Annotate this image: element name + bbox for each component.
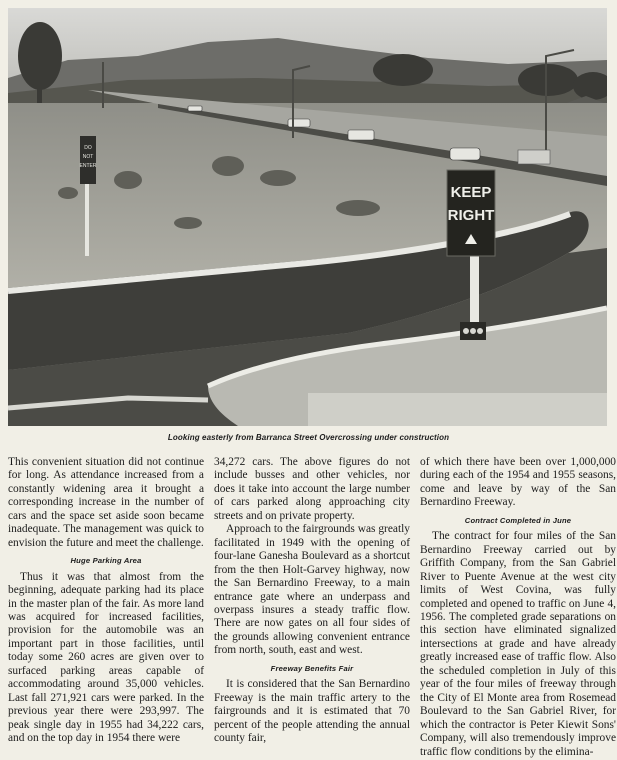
column-2	[214, 456, 410, 746]
sign-text-do: DO	[84, 145, 92, 151]
freeway-scene	[8, 8, 607, 426]
sign-text-not: NOT	[82, 154, 94, 160]
paragraph: 34,272 cars. The above figures do not include busses and other vehicles, nor does it take into account the large number of cars parked along approaching city streets and on private property.	[214, 456, 410, 522]
subheading-freeway-benefits-fair: Freeway Benefits Fair	[270, 663, 354, 673]
paragraph: Thus it was that almost from the beginning, adequate parking had its place in the master plan of the fair. As more land was acquired for increased facilities, provision for the automobile was an important part in those facilities, until today some 260 acres are given over to surfaced parking areas capable of accommodating around 35,000 vehicles. Last fall 271,921 cars were parked. In the previous year there were 293,997. The peak single day in 1955 had 34,222 cars, and on the top day in 1954 there were	[8, 570, 204, 745]
paragraph: of which there have been over 1,000,000 during each of the 1954 and 1955 seasons, come and leave by way of the San Bernardino Freeway.	[420, 456, 616, 509]
photo-caption: Looking easterly from Barranca Street Overcrossing under construction	[167, 433, 450, 442]
sign-text-keep: KEEP	[450, 184, 492, 201]
column-3	[420, 456, 616, 759]
paragraph: Approach to the fairgrounds was greatly facilitated in 1949 with the opening of four-lane Ganesha Boulevard as a shortcut from the then Holt-Garvey highway, now the San Bernardino Freeway, to a main entrance gate where an underpass and overpass insures a steady traffic flow. There are now gates on all four sides of the grounds allowing convenient entrance from north, south, east and west.	[214, 523, 410, 657]
paragraph: This convenient situation did not continue for long. As attendance increased from a constantly widening area it brought a corresponding increase in the number of cars and the space set aside soon became inadequate. The management was quick to envision the future and meet the challenge.	[8, 456, 204, 549]
column-1	[8, 456, 204, 746]
paragraph: It is considered that the San Bernardino Freeway is the main traffic artery to the fairgrounds and it is estimated that 70 percent of the people attending the annual county fair,	[214, 678, 410, 745]
paragraph: The contract for four miles of the San Bernardino Freeway carried out by Griffith Company, from the San Gabriel River to Puente Avenue at the west city limits of West Covina, was fully completed and opened to traffic on June 4, 1956. The completed grade separations on this section have eliminated signalized intersections at grade and have already greatly increased ease of traffic flow. Also the scheduled completion in July of this year of the four miles of freeway through the City of El Monte area from Rosemead Boulevard to the San Gabriel River, for which the contractor is Peter Kiewit Sons' Company, will also tremendously improve traffic flow conditions by the elimina-	[420, 530, 616, 758]
subheading-huge-parking-area: Huge Parking Area	[70, 556, 142, 566]
subheading-contract-completed: Contract Completed in June	[464, 515, 572, 525]
sign-text-right: RIGHT	[447, 207, 495, 224]
sign-text-enter: ENTER	[79, 163, 97, 169]
freeway-photo	[8, 8, 607, 426]
billboard	[518, 150, 550, 164]
